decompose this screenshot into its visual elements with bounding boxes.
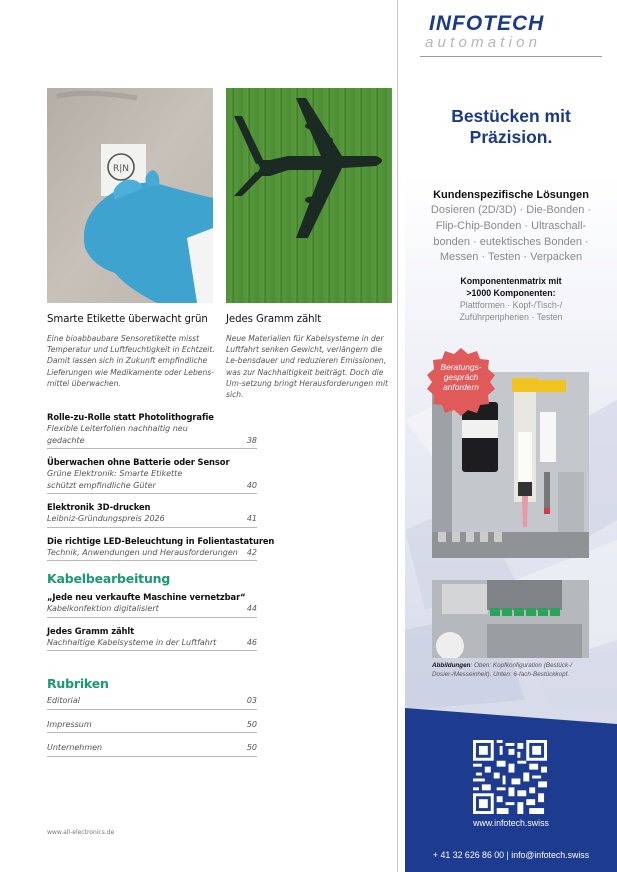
features-title: Kundenspezifische Lösungen xyxy=(433,189,589,201)
badge-line: Beratungs- xyxy=(440,362,482,372)
infotech-logo[interactable]: INFOTECH xyxy=(429,12,545,35)
toc-item-subtitle: Leibniz-Gründungspreis 2026 xyxy=(47,514,165,523)
article-title-jedes-gramm[interactable]: Jedes Gramm zählt xyxy=(226,314,322,325)
toc-item[interactable] xyxy=(47,591,257,618)
toc-item-subtitle: Flexible Leiterfolien nachhaltig neu gedachte xyxy=(47,424,188,445)
figure-caption xyxy=(432,661,612,679)
toc-item[interactable] xyxy=(47,625,257,652)
airplane-shadow-illustration xyxy=(226,88,392,303)
footer-url[interactable]: www.all-electronics.de xyxy=(47,829,115,836)
infotech-contact[interactable]: + 41 32 626 86 00 | info@infotech.swiss xyxy=(432,850,590,860)
consultation-badge-text[interactable] xyxy=(425,362,497,392)
matrix-line: Zuführperipherien · Testen xyxy=(459,312,563,322)
toc-rubriken-list xyxy=(47,695,257,764)
toc-item-page: 50 xyxy=(246,743,257,752)
placement-head-illustration xyxy=(432,580,589,658)
toc-item-subtitle: Grüne Elektronik: Smarte Etikette schützt empfindliche Güter xyxy=(47,469,183,490)
toc-item-title: Jedes Gramm zählt xyxy=(47,625,135,636)
airplane-field-photo xyxy=(226,88,392,303)
features-line: bonden · eutektisches Bonden · xyxy=(433,235,589,248)
toc-item-title: Elektronik 3D-drucken xyxy=(47,502,151,512)
toc-item-subtitle: Unternehmen xyxy=(47,743,103,752)
toc-item-title: „Jede neu verkaufte Maschine vernetzbar“ xyxy=(47,592,246,602)
toc-item-page: 46 xyxy=(246,637,257,647)
matrix-title xyxy=(405,276,617,299)
matrix-line: Plattformen · Kopf-/Tisch-/ xyxy=(459,300,563,310)
toc-item-subtitle: Impressum xyxy=(47,719,92,729)
matrix-title-line-1: Komponentenmatrix mit xyxy=(460,276,562,286)
toc-item-page: 50 xyxy=(246,719,257,729)
toc-item[interactable] xyxy=(47,695,257,710)
badge-line: anfordern xyxy=(443,382,479,392)
toc-item-page: 42 xyxy=(246,547,257,557)
features-line: Flip-Chip-Bonden · Ultraschall- xyxy=(435,219,587,232)
toc-item[interactable] xyxy=(47,501,257,528)
infotech-website-link[interactable]: www.infotech.swiss xyxy=(473,818,549,828)
toc-item-subtitle: Editorial xyxy=(47,696,81,705)
infotech-logo-sub: automation xyxy=(425,34,542,51)
features-line: Dosieren (2D/3D) · Die-Bonden · xyxy=(430,204,592,216)
toc-item-subtitle: Technik, Anwendungen und Herausforderungen xyxy=(47,547,238,557)
gloved-hand-illustration xyxy=(47,88,213,303)
toc-item[interactable] xyxy=(47,411,257,449)
toc-item[interactable] xyxy=(47,742,257,757)
svg-text:R|N: R|N xyxy=(113,164,130,174)
toc-item[interactable] xyxy=(47,719,257,734)
qr-code-icon[interactable] xyxy=(473,740,547,814)
toc-item-title: Die richtige LED-Beleuchtung in Folientastaturen xyxy=(47,535,275,546)
toc-item-page: 38 xyxy=(246,435,257,445)
section-heading-rubriken: Rubriken xyxy=(47,676,109,691)
toc-item[interactable] xyxy=(47,535,275,562)
toc-item-title: Rolle-zu-Rolle statt Photolithografie xyxy=(47,412,214,422)
toc-item[interactable] xyxy=(47,456,257,494)
features-list xyxy=(405,203,617,266)
toc-main-list xyxy=(47,411,275,568)
logo-divider xyxy=(420,56,602,57)
toc-item-page: 40 xyxy=(246,480,257,490)
toc-item-page: 44 xyxy=(246,604,257,613)
badge-line: gespräch xyxy=(443,372,479,382)
article-text-smart-label: Eine bioabbaubare Sensoretikette misst Temperatur und Luftfeuchtigkeit in Echtzeit. Damit lassen sich in Zukunft empfindliche Lieferungen wie Medikamente oder Lebens-mittel überwachen. xyxy=(47,334,215,388)
placement-head-photo xyxy=(432,580,589,658)
toc-item-page: 03 xyxy=(246,696,257,705)
ad-headline-line-1: Bestücken mit xyxy=(451,106,571,126)
column-divider xyxy=(397,0,398,872)
article-text-jedes-gramm: Neue Materialien für Kabelsysteme in der Luftfahrt senken Gewicht, verlängern die Le-bensdauer und reduzieren Emissionen, was zur Nachhaltigkeit beiträgt. Doch die Um-setzung bringt Herausforderungen mit sich. xyxy=(226,334,389,400)
figure-caption-label: Abbildungen xyxy=(432,662,471,669)
section-heading-kabelbearbeitung: Kabelbearbeitung xyxy=(47,571,171,586)
toc-item-page: 41 xyxy=(246,514,257,523)
toc-item-subtitle: Kabelkonfektion digitalisiert xyxy=(47,604,159,613)
matrix-title-line-2: >1000 Komponenten: xyxy=(466,287,556,298)
article-title-smart-label[interactable]: Smarte Etikette überwacht grün xyxy=(47,314,208,325)
toc-item-subtitle: Nachhaltige Kabelsysteme in der Luftfahrt xyxy=(47,637,217,647)
features-line: Messen · Testen · Verpacken xyxy=(439,251,583,264)
matrix-list xyxy=(405,299,617,323)
toc-item-title: Überwachen ohne Batterie oder Sensor xyxy=(47,457,230,467)
ad-headline xyxy=(405,106,617,148)
infotech-advertisement[interactable] xyxy=(405,0,617,872)
ad-headline-line-2: Präzision. xyxy=(469,127,553,147)
gloved-hand-label-photo xyxy=(47,88,213,303)
toc-kabel-list xyxy=(47,591,257,658)
figure-caption-text: : Oben: Kopfkonfiguration (Bestück-/ Dosier-/Messeinheit). Unten: 6-fach-Bestückkopf. xyxy=(432,662,572,678)
